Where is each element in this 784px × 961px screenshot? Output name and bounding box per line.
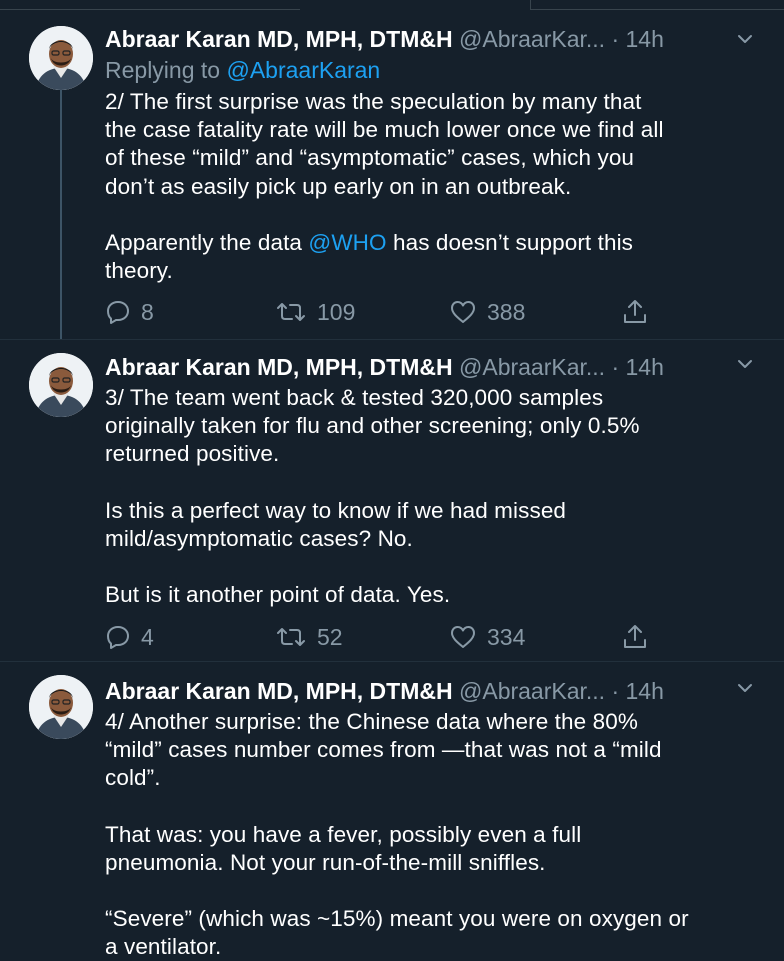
tweet-text: [105, 708, 760, 961]
reply-icon: [105, 624, 131, 650]
text-line: mild/asymptomatic cases? No.: [105, 525, 413, 551]
share-icon: [622, 623, 648, 651]
heart-icon: [449, 299, 477, 325]
author-name[interactable]: Abraar Karan MD, MPH, DTM&H: [105, 26, 453, 52]
author-handle[interactable]: @AbraarKar...: [459, 678, 606, 704]
text-line: That was: you have a fever, possibly even a full: [105, 821, 582, 847]
retweet-button[interactable]: [275, 297, 355, 327]
avatar-image: [29, 26, 93, 90]
retweet-button[interactable]: [275, 622, 343, 652]
share-button[interactable]: [622, 297, 648, 327]
author-name[interactable]: Abraar Karan MD, MPH, DTM&H: [105, 354, 453, 380]
avatar-image: [29, 353, 93, 417]
tweet-text: [105, 384, 760, 609]
avatar-image: [29, 675, 93, 739]
text-line: But is it another point of data. Yes.: [105, 582, 451, 608]
tweet-4[interactable]: [0, 662, 784, 960]
avatar[interactable]: [29, 26, 93, 90]
replying-to-prefix: Replying to: [105, 57, 227, 83]
text-line: pneumonia. Not your run-of-the-mill sniffles.: [105, 849, 546, 875]
tweet-2[interactable]: [0, 10, 784, 340]
heart-icon: [449, 624, 477, 650]
tweet-time[interactable]: · 14h: [611, 678, 664, 704]
text-line: 2/ The first surprise was the speculation by many that: [105, 89, 642, 114]
reply-button[interactable]: [105, 297, 154, 327]
reply-count: 8: [141, 298, 154, 325]
retweet-count: 109: [317, 298, 356, 325]
top-edge-right: [530, 0, 784, 10]
avatar[interactable]: [29, 675, 93, 739]
chevron-down-icon[interactable]: [736, 679, 754, 697]
tweet-actions: [105, 297, 665, 327]
text-line: [105, 229, 760, 257]
top-edge: [0, 0, 784, 9]
text-line: of these “mild” and “asymptomatic” cases, which you: [105, 145, 635, 171]
share-button[interactable]: [622, 622, 648, 652]
mention-who[interactable]: @WHO: [308, 229, 387, 255]
tweet-time[interactable]: · 14h: [611, 26, 664, 52]
text-line: a ventilator.: [105, 934, 222, 960]
text-fragment: has doesn’t support this: [386, 229, 634, 255]
tweet-header: [105, 24, 664, 54]
text-fragment: Apparently the data: [105, 229, 309, 255]
text-line: don’t as easily pick up early on in an outbreak.: [105, 173, 572, 199]
author-handle[interactable]: @AbraarKar...: [459, 26, 606, 52]
share-icon: [622, 298, 648, 326]
chevron-down-icon[interactable]: [736, 355, 754, 373]
tweet-3[interactable]: [0, 340, 784, 662]
like-count: 388: [487, 298, 526, 325]
text-line: originally taken for flu and other screening; only 0.5%: [105, 413, 640, 439]
retweet-icon: [275, 299, 307, 325]
tweet-actions: [105, 622, 665, 652]
chevron-down-icon[interactable]: [736, 30, 754, 48]
avatar[interactable]: [29, 353, 93, 417]
retweet-icon: [275, 624, 307, 650]
text-line: theory.: [105, 258, 173, 284]
reply-button[interactable]: [105, 622, 154, 652]
top-edge-left: [0, 0, 300, 10]
like-button[interactable]: [449, 622, 525, 652]
tweet-text: [105, 88, 760, 285]
text-line: cold”.: [105, 765, 161, 791]
tweet-time[interactable]: · 14h: [611, 354, 664, 380]
text-line: Is this a perfect way to know if we had missed: [105, 497, 567, 523]
tweet-header: [105, 676, 664, 706]
replying-to-mention[interactable]: @AbraarKaran: [226, 57, 381, 83]
retweet-count: 52: [317, 623, 343, 650]
text-line: “Severe” (which was ~15%) meant you were on oxygen or: [105, 906, 689, 932]
tweet-header: [105, 352, 664, 382]
text-line: returned positive.: [105, 441, 280, 467]
author-handle[interactable]: @AbraarKar...: [459, 354, 606, 380]
text-line: “mild” cases number comes from —that was not a “mild: [105, 737, 662, 763]
text-line: 4/ Another surprise: the Chinese data where the 80%: [105, 709, 638, 734]
like-count: 334: [487, 623, 526, 650]
author-name[interactable]: Abraar Karan MD, MPH, DTM&H: [105, 678, 453, 704]
reply-count: 4: [141, 623, 154, 650]
text-line: 3/ The team went back & tested 320,000 samples: [105, 385, 604, 410]
reply-icon: [105, 299, 131, 325]
text-line: the case fatality rate will be much lower once we find all: [105, 117, 664, 143]
replying-to: [105, 55, 380, 85]
like-button[interactable]: [449, 297, 525, 327]
